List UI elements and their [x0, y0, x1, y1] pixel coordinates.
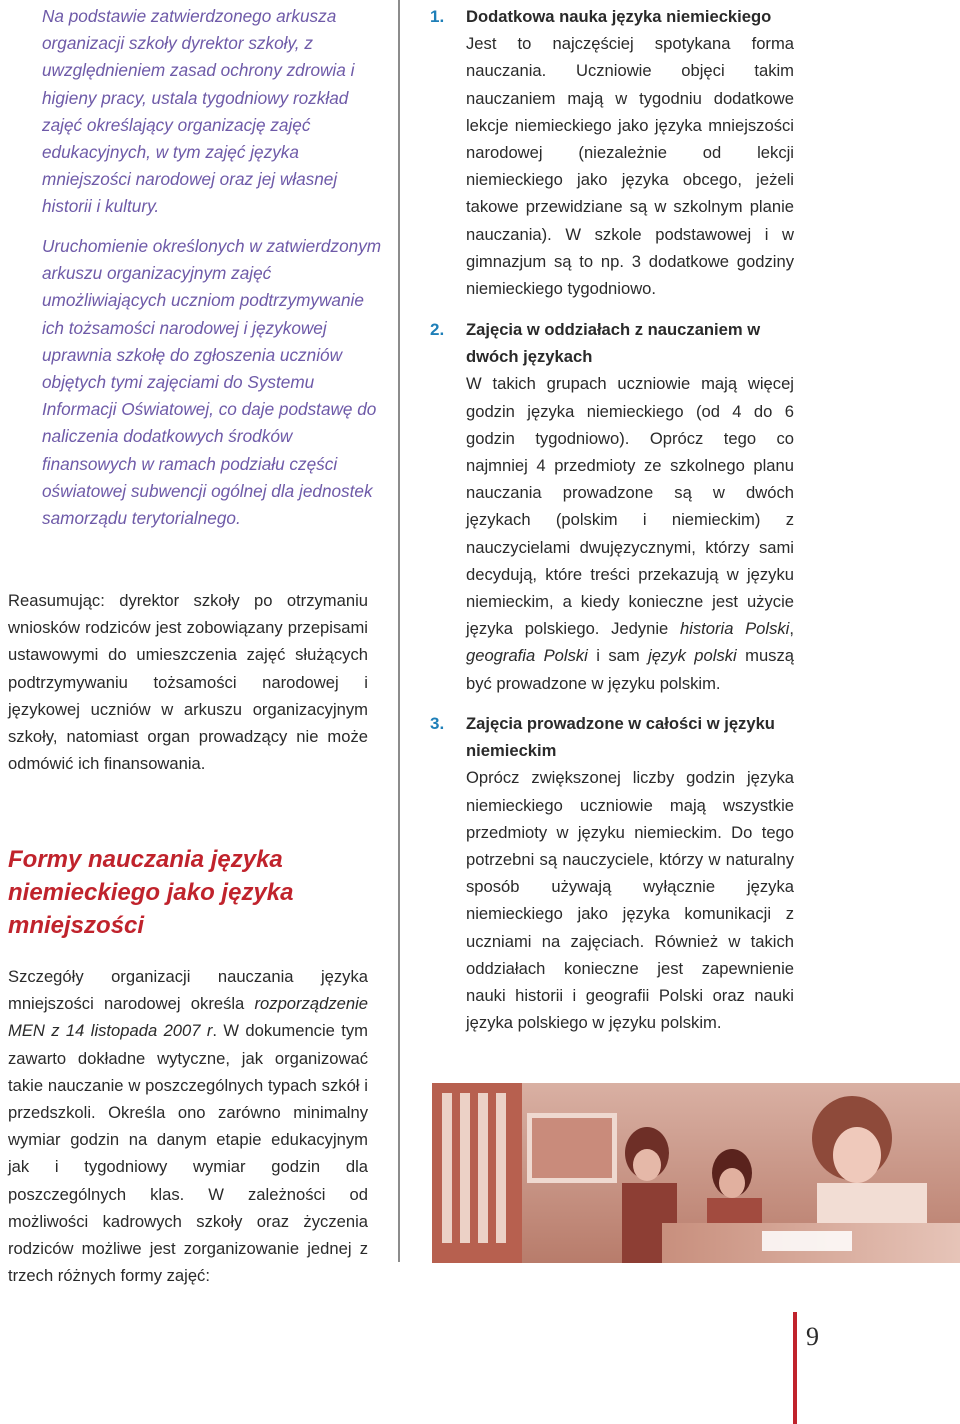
- details-text-2: . W dokumencie tym zawarto dokładne wytyczne, jak organizować takie nauczanie w poszczególnych typach szkół i przedszkoli. Określa ono zarówno minimalny wymiar godzin na danym etapie edukacyjnym jak i tygodniowy wymiar godzin dla poszczególnych klas. W zależności od możliwości kadrowych szkoły oraz życzenia rodziców możliwe jest zorganizowanie jednej z trzech różnych formy zajęć:: [8, 1021, 369, 1286]
- callout-paragraph-2: Uruchomienie określonych w zatwierdzonym arkuszu organizacyjnym zajęć umożliwiających uczniom podtrzymywanie ich tożsamości narodowej i językowej uprawnia szkołę do zgłoszenia uczniów objętych tymi zajęciami do Systemu Informacji Oświatowej, co daje podstawę do naliczenia dodatkowych środków finansowych w ramach podziału części oświatowej subwencji ogólnej dla jednostek samorządu terytorialnego.: [42, 236, 382, 529]
- item-body: [466, 710, 794, 1036]
- page-number: 9: [806, 1322, 819, 1351]
- subject-history: historia Polski: [679, 619, 790, 639]
- item-text-c: i sam: [587, 646, 649, 666]
- callout-box: [30, 0, 380, 566]
- item-body: [466, 3, 794, 302]
- item-body: [466, 316, 794, 697]
- item-text-b: ,: [789, 619, 794, 639]
- section-title: Formy nauczania języka niemieckiego jako języka mniejszości: [8, 846, 294, 939]
- regulation-reference: rozporządzenie MEN z 14 listopada 2007 r: [8, 994, 368, 1041]
- item-text: Jest to najczęściej spotykana forma nauczania. Uczniowie objęci takim nauczaniem mają w tygodniu dodatkowe lekcje niemieckiego jako języka mniejszości narodowej (niezależnie od lekcji niemieckiego jako języka obcego, jeżeli takowe przewidziane są w szkolnym planie nauczania). W szkole podstawowej i w gimnazjum są to np. 3 dodatkowe godziny niemieckiego tygodniowo.: [466, 34, 794, 299]
- details-text-1: Szczegóły organizacji nauczania języka mniejszości narodowej określa: [8, 967, 368, 1014]
- details-paragraph: [8, 963, 368, 1289]
- summary-paragraph: Reasumując: dyrektor szkoły po otrzymaniu wniosków rodziców jest zobowiązany przepisami ustawowymi do umieszczenia zajęć służących podtrzymywaniu tożsamości narodowej i językowej uczniów w arkuszu organizacyjnym szkoły, natomiast organ prowadzący nie może odmówić ich finansowania.: [8, 591, 368, 774]
- item-text: [466, 370, 794, 696]
- details-block: [8, 963, 368, 1289]
- item-text-d: muszą być prowadzone w języku polskim.: [466, 646, 795, 693]
- item-number: 1.: [430, 7, 445, 26]
- item-text-a: W takich grupach uczniowie mają więcej godzin języka niemieckiego (od 4 do 6 godzin tygodniowo). Oprócz tego co najmniej 4 przedmioty ze szkolnego planu nauczania prowadzone są w dwóch językach (polskim i niemieckim) z nauczycielami dwujęzycznymi, którzy sami decydują, które treści przekazują w języku niemieckim, a kiedy konieczne jest użycie języka polskiego. Jedynie: [466, 374, 794, 639]
- item-title: Dodatkowa nauka języka niemieckiego: [466, 7, 772, 26]
- page-number-rule: [793, 1312, 797, 1424]
- classroom-photo: [432, 1083, 960, 1263]
- subject-polish: język polski: [648, 646, 737, 666]
- classroom-photo-illustration: [432, 1083, 960, 1263]
- column-divider: [398, 0, 400, 1262]
- summary-block: [8, 587, 368, 777]
- subject-geography: geografia Polski: [466, 646, 588, 666]
- item-title: Zajęcia w oddziałach z nauczaniem w dwóch językach: [466, 320, 761, 367]
- item-number: 3.: [430, 714, 445, 733]
- callout-paragraph-1: Na podstawie zatwierdzonego arkusza organizacji szkoły dyrektor szkoły, z uwzględnieniem zasad ochrony zdrowia i higieny pracy, ustala tygodniowy rozkład zajęć określający organizację zajęć edukacyjnych, w tym zajęć języka mniejszości narodowej oraz jej własnej historii i kultury.: [42, 6, 355, 217]
- item-text: Oprócz zwiększonej liczby godzin języka niemieckiego uczniowie mają wszystkie przedmioty w języku niemieckim. Do tego potrzebni są nauczyciele, którzy w naturalny sposób używają wyłącznie języka niemieckiego jako języka komunikacji z uczniami na zajęciach. Również w takich oddziałach konieczne jest zapewnienie nauki historii i geografii Polski oraz nauki języka polskiego w języku polskim.: [466, 768, 794, 1033]
- item-number: 2.: [430, 320, 445, 339]
- item-title: Zajęcia prowadzone w całości w języku niemieckim: [466, 714, 775, 761]
